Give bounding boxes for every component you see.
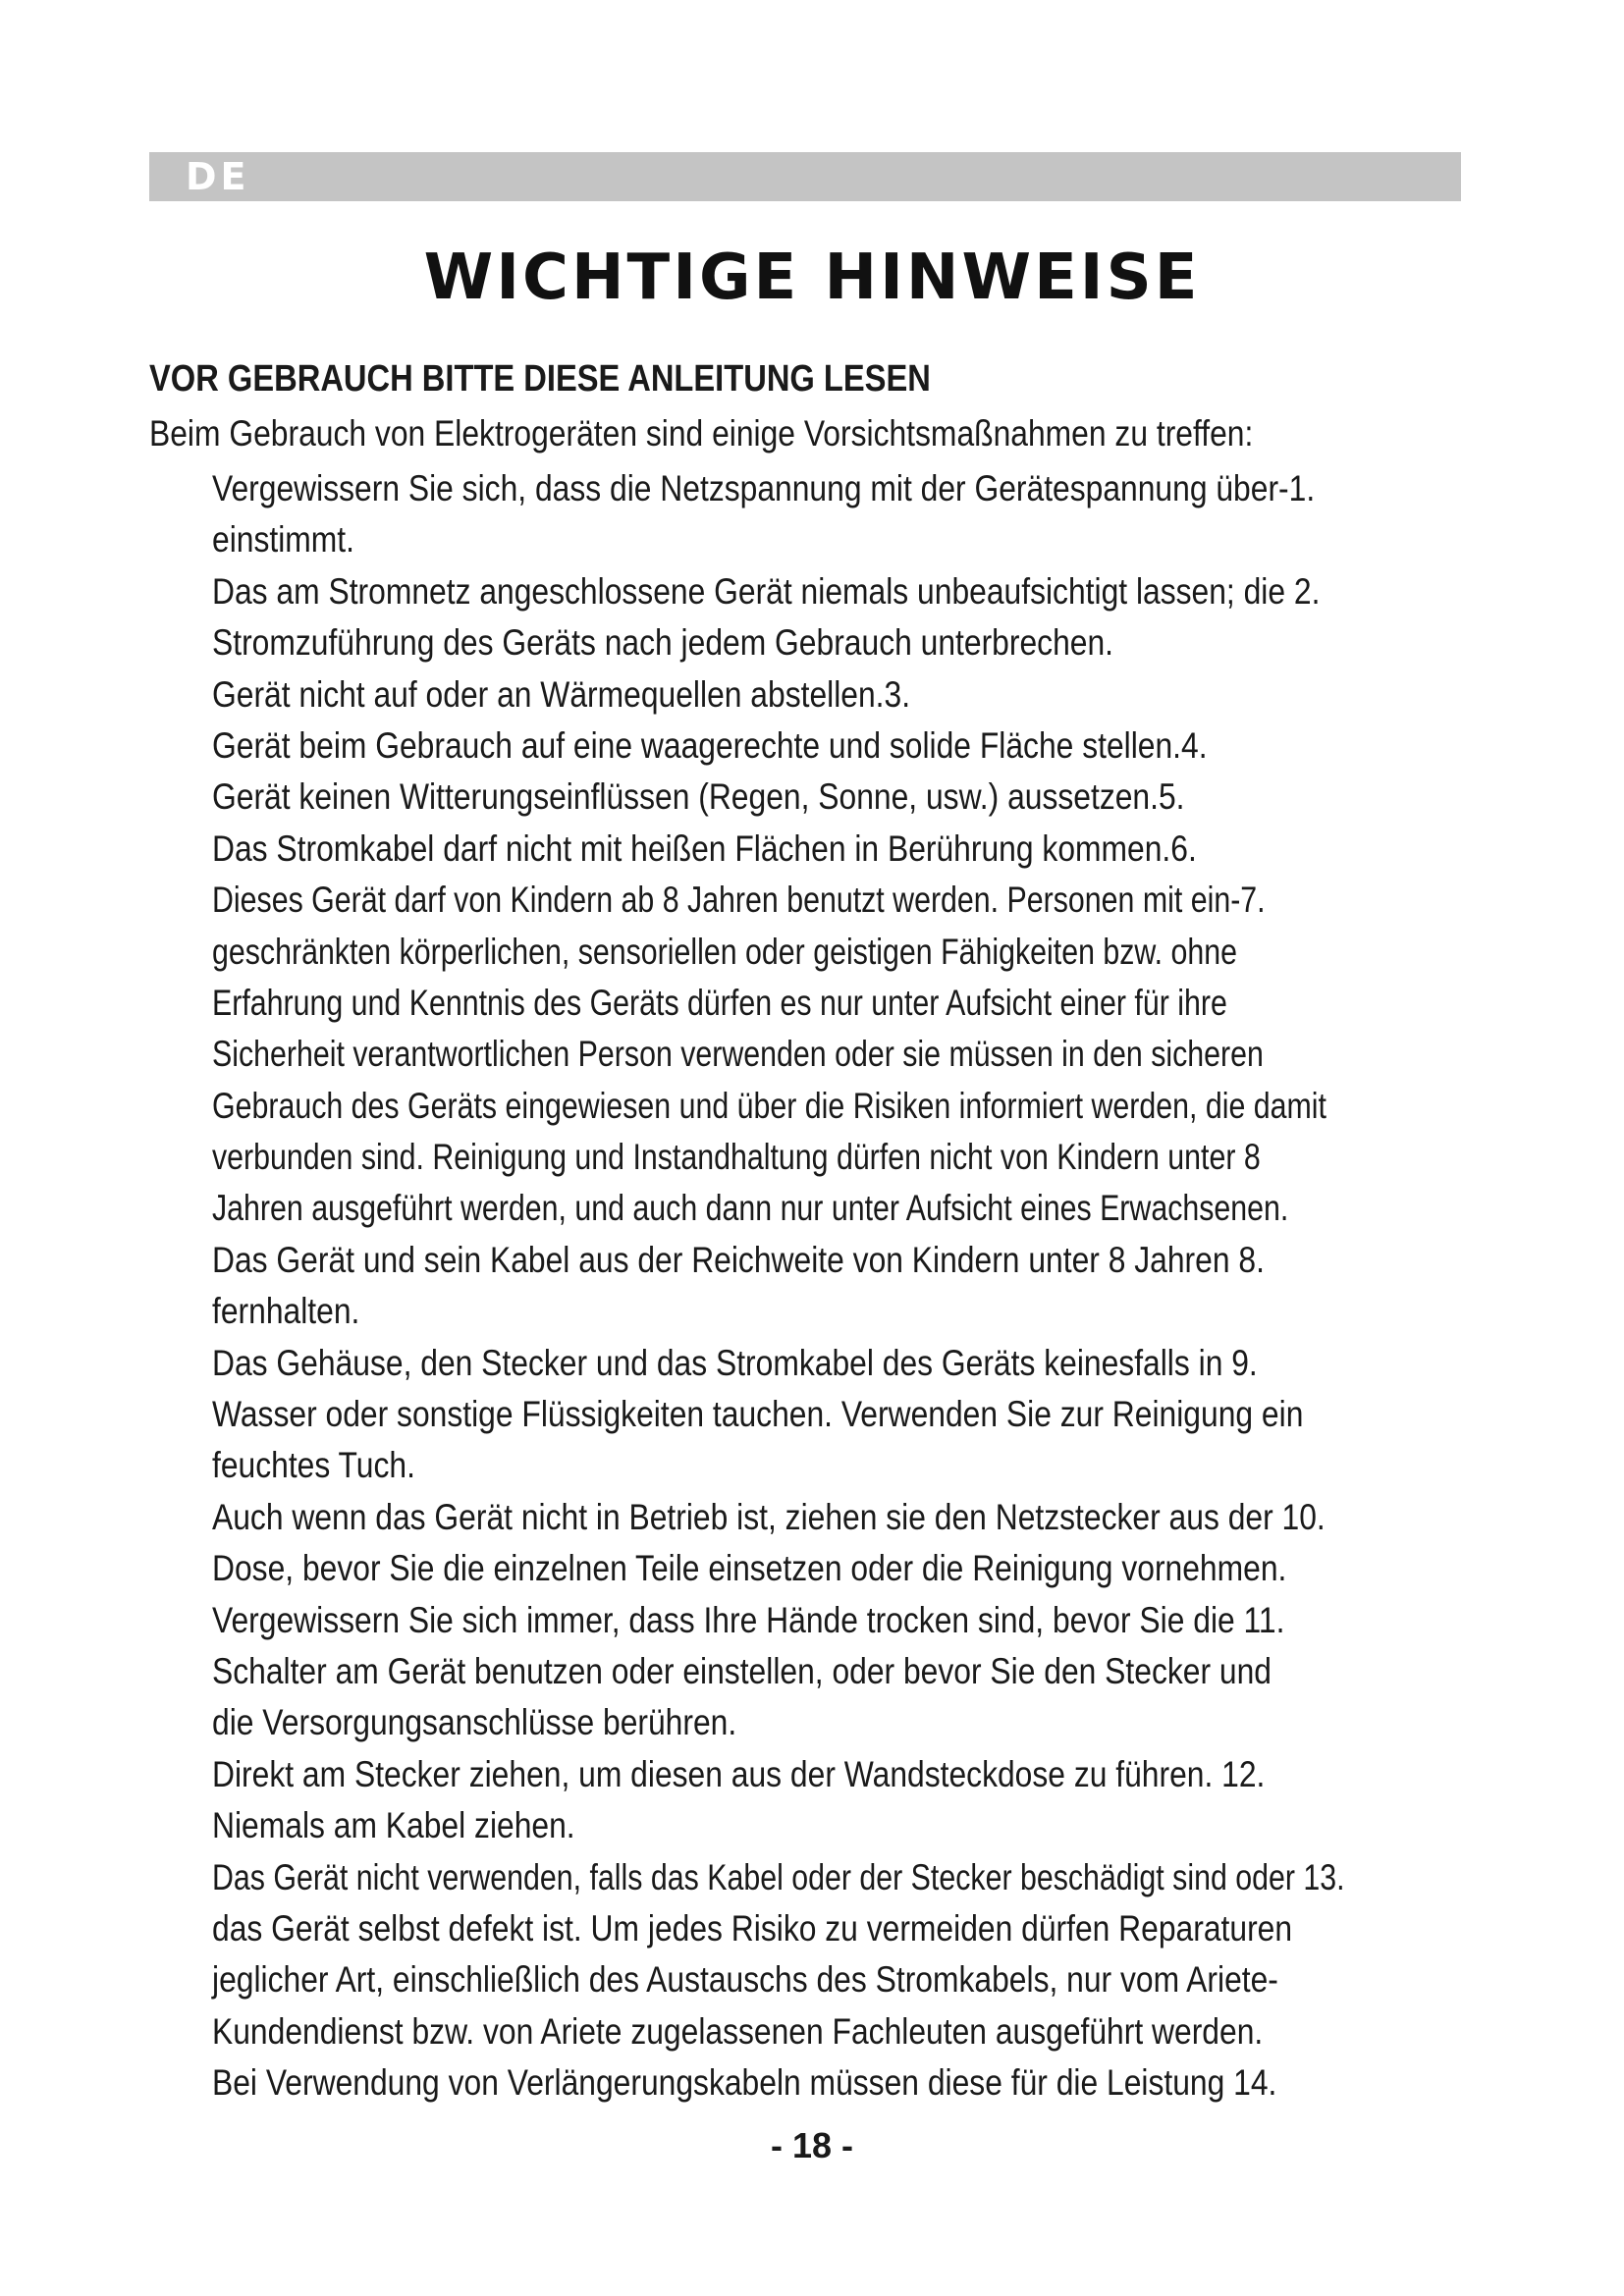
list-item: [212, 1338, 1520, 1492]
item-line: Das Gehäuse, den Stecker und das Stromkabel des Geräts keinesfalls in 9.: [212, 1342, 1258, 1383]
list-item: [212, 463, 1520, 566]
page-number: - 18 -: [770, 2125, 854, 2165]
item-line: Gerät beim Gebrauch auf eine waagerechte und solide Fläche stellen.4.: [212, 724, 1208, 766]
item-line: Niemals am Kabel ziehen.: [212, 1805, 575, 1846]
list-item: [212, 1749, 1520, 1852]
item-line: Dieses Gerät darf von Kindern ab 8 Jahren benutzt werden. Personen mit ein-7.: [212, 880, 1266, 921]
item-line: verbunden sind. Reinigung und Instandhaltung dürfen nicht von Kindern unter 8: [212, 1137, 1261, 1178]
item-line: geschränkten körperlichen, sensoriellen oder geistigen Fähigkeiten bzw. ohne: [212, 931, 1238, 972]
item-line: Kundendienst bzw. von Ariete zugelassenen Fachleuten ausgeführt werden.: [212, 2010, 1264, 2052]
list-item: [212, 1235, 1520, 1338]
item-line: einstimmt.: [212, 519, 354, 561]
list-item: [212, 824, 1520, 875]
safety-instructions-list: [212, 463, 1520, 2109]
item-line: Gebrauch des Geräts eingewiesen und über die Risiken informiert werden, die damit: [212, 1085, 1326, 1126]
item-line: Vergewissern Sie sich immer, dass Ihre Hände trocken sind, bevor Sie die 11.: [212, 1599, 1285, 1640]
item-line: Dose, bevor Sie die einzelnen Teile einsetzen oder die Reinigung vornehmen.: [212, 1548, 1287, 1589]
item-line: das Gerät selbst defekt ist. Um jedes Risiko zu vermeiden dürfen Reparaturen: [212, 1907, 1293, 1949]
item-line: Vergewissern Sie sich, dass die Netzspannung mit der Gerätespannung über-1.: [212, 468, 1316, 508]
language-header-bar: [149, 152, 1461, 201]
item-line: Bei Verwendung von Verlängerungskabeln müssen diese für die Leistung 14.: [212, 2062, 1277, 2104]
page-title: WICHTIGE HINWEISE: [423, 241, 1201, 314]
list-item: [212, 1852, 1520, 2058]
item-line: Auch wenn das Gerät nicht in Betrieb ist, ziehen sie den Netzstecker aus der 10.: [212, 1496, 1326, 1537]
item-line: feuchtes Tuch.: [212, 1445, 415, 1486]
intro-text: Beim Gebrauch von Elektrogeräten sind einige Vorsichtsmaßnahmen zu treffen:: [149, 413, 1254, 454]
section-subheading: VOR GEBRAUCH BITTE DIESE ANLEITUNG LESEN: [149, 358, 931, 400]
item-line: Jahren ausgeführt werden, und auch dann nur unter Aufsicht eines Erwachsenen.: [212, 1188, 1289, 1229]
list-item: [212, 1492, 1520, 1595]
item-line: Wasser oder sonstige Flüssigkeiten tauchen. Verwenden Sie zur Reinigung ein: [212, 1394, 1304, 1435]
item-line: Das Gerät und sein Kabel aus der Reichweite von Kindern unter 8 Jahren 8.: [212, 1239, 1265, 1280]
list-item: [212, 669, 1520, 721]
list-item: [212, 772, 1520, 823]
item-line: Direkt am Stecker ziehen, um diesen aus der Wandsteckdose zu führen. 12.: [212, 1753, 1266, 1794]
list-item: [212, 2057, 1520, 2109]
item-line: die Versorgungsanschlüsse berühren.: [212, 1702, 737, 1743]
item-line: Stromzuführung des Geräts nach jedem Gebrauch unterbrechen.: [212, 622, 1113, 664]
item-line: Das am Stromnetz angeschlossene Gerät niemals unbeaufsichtigt lassen; die 2.: [212, 570, 1321, 612]
list-item: [212, 875, 1520, 1235]
list-item: [212, 566, 1520, 669]
language-code: DE: [186, 155, 250, 198]
list-item: [212, 721, 1520, 772]
item-line: fernhalten.: [212, 1291, 360, 1332]
item-line: Schalter am Gerät benutzen oder einstellen, oder bevor Sie den Stecker und: [212, 1650, 1272, 1691]
item-line: Gerät nicht auf oder an Wärmequellen abstellen.3.: [212, 673, 911, 715]
item-line: Das Stromkabel darf nicht mit heißen Flächen in Berührung kommen.6.: [212, 828, 1197, 869]
item-line: Gerät keinen Witterungseinflüssen (Regen, Sonne, usw.) aussetzen.5.: [212, 776, 1185, 818]
item-line: Sicherheit verantwortlichen Person verwenden oder sie müssen in den sicheren: [212, 1034, 1264, 1075]
list-item: [212, 1595, 1520, 1749]
item-line: Das Gerät nicht verwenden, falls das Kabel oder der Stecker beschädigt sind oder 13.: [212, 1856, 1345, 1897]
item-line: jeglicher Art, einschließlich des Austauschs des Stromkabels, nur vom Ariete-: [212, 1959, 1278, 2001]
item-line: Erfahrung und Kenntnis des Geräts dürfen es nur unter Aufsicht einer für ihre: [212, 982, 1227, 1023]
